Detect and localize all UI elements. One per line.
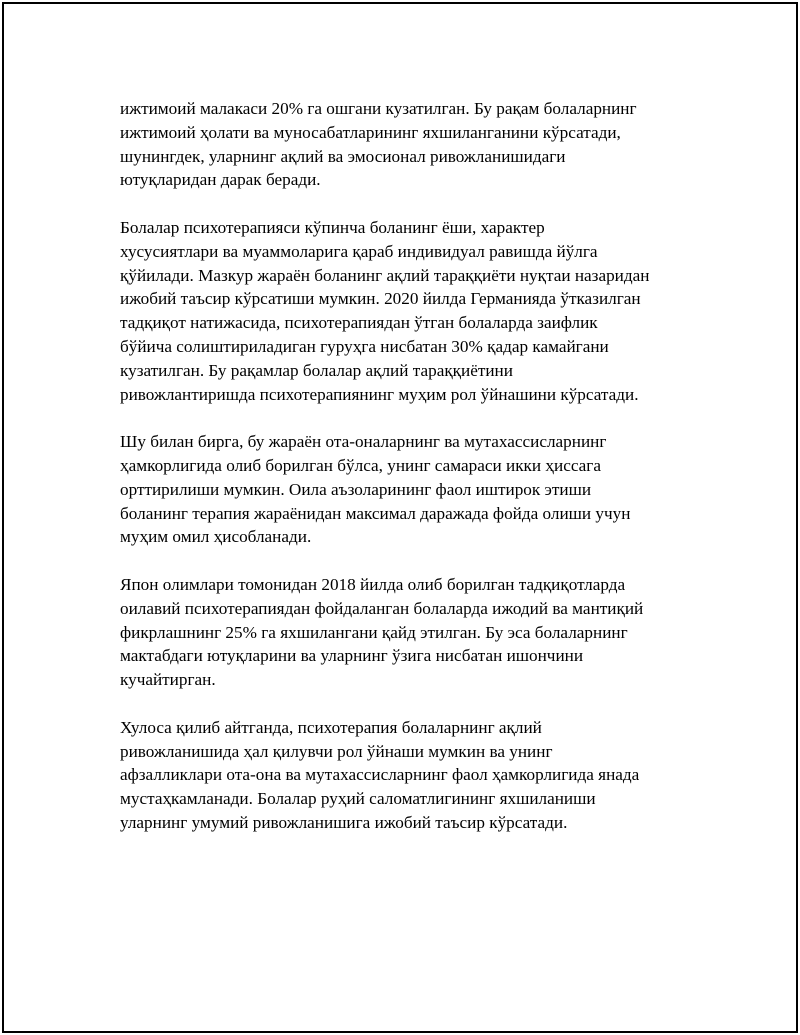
text-line: мактабдаги ютуқларини ва уларнинг ўзига нисбатан ишончини — [120, 646, 584, 666]
text-line: афзалликлари ота-она ва мутахассисларнинг фаол ҳамкорлигида янада — [120, 765, 640, 785]
text-line: ижобий таъсир кўрсатиши мумкин. 2020 йилда Германияда ўтказилган — [120, 289, 641, 309]
text-line: мустаҳкамланади. Болалар руҳий саломатлигининг яхшиланиши — [120, 789, 596, 809]
text-line: ижтимоий ҳолати ва муносабатларининг яхшиланганини кўрсатади, — [120, 122, 621, 142]
text-line: кучайтирган. — [120, 670, 216, 690]
text-line: Болалар психотерапияси кўпинча боланинг ёши, характер — [120, 217, 545, 237]
text-line: шунингдек, уларнинг ақлий ва эмосионал ривожланишидаги — [120, 146, 566, 166]
text-line: Япон олимлари томонидан 2018 йилда олиб борилган тадқиқотларда — [120, 574, 626, 594]
text-line: орттирилиши мумкин. Оила аъзоларининг фаол иштирок этиши — [120, 479, 592, 499]
text-line: ижтимоий малакаси 20% га ошгани кузатилган. Бу рақам болаларнинг — [120, 99, 637, 118]
text-line: кузатилган. Бу рақамлар болалар ақлий тараққиётини — [120, 360, 513, 380]
text-line: Хулоса қилиб айтганда, психотерапия болаларнинг ақлий — [120, 717, 542, 737]
text-line: фикрлашнинг 25% га яхшилангани қайд этилган. Бу эса болаларнинг — [120, 622, 628, 642]
paragraph-3 — [120, 430, 700, 549]
paragraph-1 — [120, 97, 700, 192]
text-line: муҳим омил ҳисобланади. — [120, 527, 312, 547]
text-line: ҳамкорлигида олиб борилган бўлса, унинг самараси икки ҳиссага — [120, 455, 601, 475]
document-body — [120, 97, 700, 859]
paragraph-5 — [120, 716, 700, 835]
text-line: ривожланишида ҳал қилувчи рол ўйнаши мумкин ва унинг — [120, 741, 553, 761]
text-line: ривожлантиришда психотерапиянинг муҳим рол ўйнашини кўрсатади. — [120, 384, 639, 404]
paragraph-2 — [120, 216, 700, 406]
text-line: ютуқларидан дарак беради. — [120, 170, 321, 190]
text-line: боланинг терапия жараёнидан максимал даражада фойда олиши учун — [120, 503, 631, 523]
text-line: хусусиятлари ва муаммоларига қараб индивидуал равишда йўлга — [120, 241, 598, 261]
text-line: Шу билан бирга, бу жараён ота-оналарнинг ва мутахассисларнинг — [120, 432, 607, 452]
document-page — [2, 2, 798, 1033]
text-line: оилавий психотерапиядан фойдаланган болаларда ижодий ва мантиқий — [120, 598, 644, 618]
paragraph-4 — [120, 573, 700, 692]
text-line: қўйилади. Мазкур жараён боланинг ақлий тараққиёти нуқтаи назаридан — [120, 265, 650, 285]
text-line: бўйича солиштириладиган гуруҳга нисбатан 30% қадар камайгани — [120, 336, 609, 356]
text-line: тадқиқот натижасида, психотерапиядан ўтган болаларда заифлик — [120, 313, 598, 333]
text-line: уларнинг умумий ривожланишига ижобий таъсир кўрсатади. — [120, 812, 568, 832]
